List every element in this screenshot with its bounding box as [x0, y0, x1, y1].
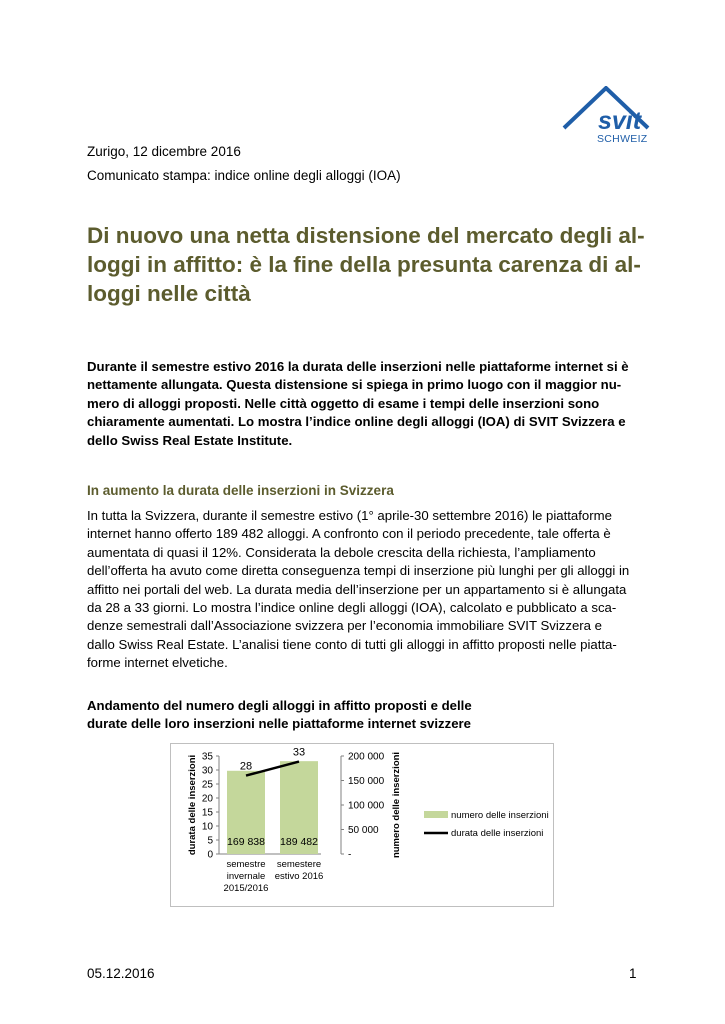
- body-paragraph: [87, 507, 647, 673]
- lead-line: chiaramente aumentati. Lo mostra l’indice online degli alloggi (IOA) di SVIT Svizzera e: [87, 414, 626, 430]
- body-line: aumentata di quasi il 12%. Considerata la debole crescita della richiesta, l’ampliamento: [87, 544, 596, 560]
- y-right-tick-label: 200 000: [348, 751, 385, 763]
- x-category-label: semestre: [226, 859, 266, 870]
- y-right-axis-title: numero delle inserzioni: [391, 751, 402, 859]
- legend-label-line: durata delle inserzioni: [451, 828, 544, 839]
- body-line: internet hanno offerto 189 482 alloggi. A confronto con il periodo precedente, tale offerta è: [87, 526, 611, 542]
- y-left-tick-label: 0: [207, 849, 213, 861]
- x-category-label: estivo 2016: [274, 871, 324, 882]
- page-title: [87, 221, 647, 308]
- listings-chart: [171, 744, 553, 906]
- lead-line: mero di alloggi proposti. Nelle città oggetto di esame i tempi delle inserzioni sono: [87, 395, 600, 411]
- y-right-tick-label: 100 000: [348, 800, 385, 812]
- section-heading: In aumento la durata delle inserzioni in Svizzera: [87, 483, 394, 498]
- body-line: forme internet elvetiche.: [87, 655, 228, 671]
- footer-date: 05.12.2016: [87, 966, 155, 981]
- lead-paragraph: [87, 358, 647, 450]
- body-line: dell’offerta ha avuto come diretta conseguenza tempi di inserzione più lunghi per gli alloggi in: [87, 563, 630, 579]
- y-right-tick-label: 150 000: [348, 776, 385, 787]
- legend-label-bars: numero delle inserzioni: [451, 810, 549, 821]
- bar-data-label: 169 838: [227, 836, 265, 848]
- chart-heading-line: durate delle loro inserzioni nelle piattaforme internet svizzere: [87, 716, 472, 732]
- page-number: 1: [629, 966, 637, 981]
- y-right-tick-label: 50 000: [348, 825, 379, 836]
- lead-line: nettamente allungata. Questa distensione si spiega in primo luogo con il maggior nu-: [87, 377, 622, 393]
- lead-line: dello Swiss Real Estate Institute.: [87, 432, 293, 448]
- chart-heading: [87, 697, 557, 734]
- x-category-label: semestere: [276, 859, 322, 870]
- press-subject: Comunicato stampa: indice online degli alloggi (IOA): [87, 168, 401, 183]
- y-left-tick-label: 5: [207, 835, 213, 847]
- y-left-tick-label: 10: [201, 821, 213, 833]
- y-left-tick-label: 25: [201, 779, 213, 791]
- lead-line: Durante il semestre estivo 2016 la durata delle inserzioni nelle piattaforme internet si è: [87, 359, 629, 374]
- title-line: loggi nelle città: [87, 281, 251, 306]
- body-line: denze semestrali dall’Associazione svizzera per l’economia immobiliare SVIT Svizzera e: [87, 618, 603, 634]
- y-left-tick-label: 15: [201, 807, 213, 819]
- y-left-axis-title: durata delle inserzioni: [187, 754, 198, 856]
- svit-schweiz-logo: [560, 86, 652, 146]
- x-category-label: 2015/2016: [223, 883, 269, 894]
- title-line: loggi in affitto: è la fine della presunta carenza di al-: [87, 252, 641, 277]
- body-line: In tutta la Svizzera, durante il semestre estivo (1° aprile-30 settembre 2016) le piattaforme: [87, 508, 612, 523]
- body-line: dallo Swiss Real Estate. L’analisi tiene conto di tutti gli alloggi in affitto proposti nelle piatta-: [87, 636, 617, 652]
- line-data-label: 28: [239, 760, 253, 773]
- title-line: Di nuovo una netta distensione del mercato degli al-: [87, 223, 645, 248]
- body-line: affitto nei portali del web. La durata media dell’inserzione per un appartamento si è allungata: [87, 581, 627, 597]
- body-line: da 28 a 33 giorni. Lo mostra l’indice online degli alloggi (IOA), calcolato e pubblicato a sca-: [87, 600, 617, 616]
- x-category-label: invernale: [226, 871, 266, 882]
- y-left-tick-label: 30: [201, 765, 213, 777]
- y-left-tick-label: 35: [201, 751, 213, 763]
- bar-data-label: 189 482: [280, 836, 318, 848]
- chart-frame: [170, 743, 554, 907]
- press-date: Zurigo, 12 dicembre 2016: [87, 144, 241, 159]
- legend-swatch-bars: [424, 811, 448, 818]
- y-left-tick-label: 20: [201, 793, 213, 805]
- logo-country: SCHWEIZ: [597, 133, 648, 145]
- logo-wordmark: svit: [598, 107, 642, 135]
- line-data-label: 33: [292, 746, 306, 759]
- chart-heading-line: Andamento del numero degli alloggi in affitto proposti e delle: [87, 698, 472, 713]
- y-right-tick-label: -: [348, 849, 352, 861]
